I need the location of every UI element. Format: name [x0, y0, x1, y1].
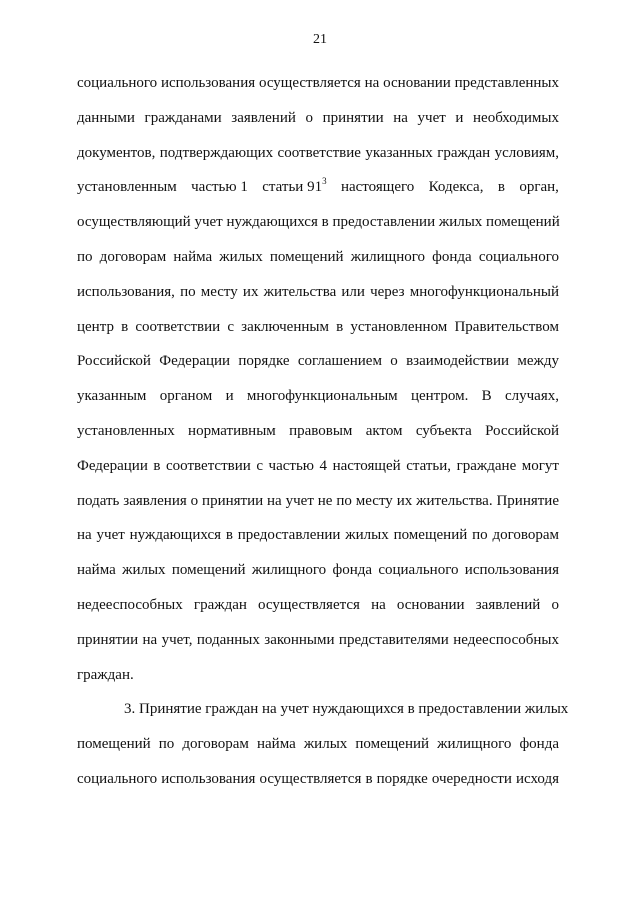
page-number: 21: [313, 32, 327, 47]
text-line: Российской Федерации порядке соглашением о взаимодействии между: [77, 353, 559, 370]
text-line: подать заявления о принятии на учет не по месту их жительства. Принятие: [77, 492, 559, 509]
text-line: помещений по договорам найма жилых помещений жилищного фонда: [77, 736, 559, 753]
word: установленным: [77, 179, 177, 196]
text-line: установленных нормативным правовым актом субъекта Российской: [77, 422, 559, 439]
text-line: указанным органом и многофункциональным центром. В случаях,: [77, 388, 559, 405]
word: орган,: [519, 179, 559, 196]
text-line: по договорам найма жилых помещений жилищного фонда социального: [77, 248, 559, 265]
paragraph-housing-registration: [77, 66, 559, 692]
paragraph-3-order-of-registration: [77, 692, 569, 796]
text-line: граждан.: [77, 666, 134, 683]
text-line: осуществляющий учет нуждающихся в предоставлении жилых помещений: [77, 214, 560, 231]
article-reference: [262, 170, 326, 205]
text-line: социального использования осуществляется на основании представленных: [77, 75, 559, 91]
text-line: документов, подтверждающих соответствие указанных граждан условиям,: [77, 144, 559, 161]
text-line: использования, по месту их жительства или через многофункциональный: [77, 283, 559, 300]
text-line: центр в соответствии с заключенным в установленном Правительством: [77, 318, 559, 335]
word: в: [497, 179, 505, 196]
word: частью 1: [191, 179, 248, 196]
word: Кодекса,: [428, 179, 484, 196]
text-line-with-article-reference: [77, 170, 559, 205]
text-line: 3. Принятие граждан на учет нуждающихся в предоставлении жилых: [124, 701, 569, 718]
word: настоящего: [340, 179, 415, 196]
article-number: статьи 91: [262, 179, 323, 196]
text-line: принятии на учет, поданных законными представителями недееспособных: [77, 631, 559, 648]
text-line: данными гражданами заявлений о принятии на учет и необходимых: [77, 109, 559, 126]
text-line: найма жилых помещений жилищного фонда социального использования: [77, 562, 559, 579]
text-line: недееспособных граждан осуществляется на основании заявлений о: [77, 596, 559, 613]
document-body: [77, 66, 569, 797]
text-line: на учет нуждающихся в предоставлении жилых помещений по договорам: [77, 527, 559, 544]
text-line: Федерации в соответствии с частью 4 настоящей статьи, граждане могут: [77, 457, 559, 474]
article-superscript: 3: [322, 176, 327, 187]
text-line: социального использования осуществляется в порядке очередности исходя: [77, 770, 559, 787]
